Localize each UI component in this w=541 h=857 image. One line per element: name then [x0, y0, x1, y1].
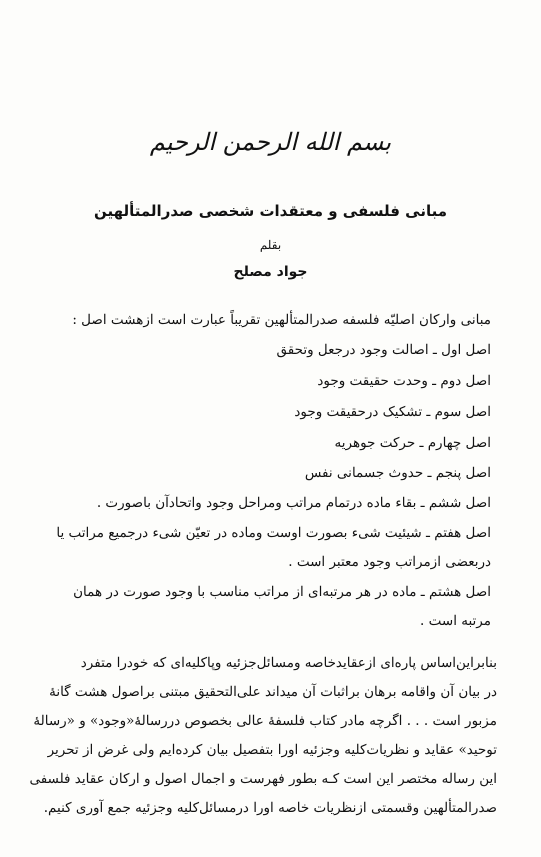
paragraph-line-6: صدرالمتألهین وقسمتی ازنظریات خاصه اورا درمسائل‌کلیه وجزئیه جمع آوری کنیم.	[43, 800, 497, 816]
bismillah-heading: بسم الله الرحمن الرحیم	[149, 128, 392, 156]
principle-4: اصل چهارم ـ حرکت جوهریه	[334, 435, 491, 451]
byline: بقلم	[259, 238, 282, 252]
paragraph-line-3: مزبور است . . . اگرچه مادر کتاب فلسفهٔ عالی بخصوص دررسالهٔ«وجود» و «رسالهٔ	[33, 713, 497, 729]
principle-7-continued: دربعضی ازمراتب وجود معتبر است .	[288, 554, 491, 570]
paragraph-line-2: در بیان آن واقامه برهان براثبات آن میداند علی‌التحقیق مبتنی براصول هشت گانهٔ	[49, 684, 497, 700]
principle-8-continued: مرتبه است .	[420, 613, 491, 629]
principle-2: اصل دوم ـ وحدت حقیقت وجود	[317, 373, 491, 389]
paragraph-line-4: توحید» عقاید و نظریات‌کلیه وجزئیه اورا بتفصیل بیان کرده‌ایم ولی غرض از تحریر	[47, 742, 497, 758]
paragraph-line-5: این رساله مختصر این است کـه بطور فهرست و اجمال اصول و ارکان عقاید فلسفی	[29, 771, 497, 787]
principle-6: اصل ششم ـ بقاء ماده درتمام مراتب ومراحل وجود واتحادآن باصورت .	[96, 495, 491, 511]
intro-line: مبانی وارکان اصلیّه فلسفه صدرالمتألهین تقریباً عبارت است ازهشت اصل :	[72, 312, 491, 328]
principle-1: اصل اول ـ اصالت وجود درجعل وتحقق	[276, 342, 491, 358]
principle-5: اصل پنجم ـ حدوث جسمانی نفس	[304, 465, 491, 481]
principle-8: اصل هشتم ـ ماده در هر مرتبه‌ای از مراتب مناسب با وجود صورت در همان	[73, 584, 491, 600]
author-name: جواد مصلح	[233, 264, 308, 280]
page-title: مبانی فلسفی و معتقدات شخصی صدرالمتألهین	[93, 202, 448, 220]
principle-7: اصل هفتم ـ شیئیت شیء بصورت اوست وماده در تعیّن شیء درجمیع مراتب یا	[56, 525, 491, 541]
principle-3: اصل سوم ـ تشکیک درحقیقت وجود	[294, 404, 491, 420]
paragraph-line-1: بنابراین‌اساس پاره‌ای ازعقایدخاصه ومسائل‌جزئیه وپاکلیه‌ای که خودرا متفرد	[80, 655, 497, 671]
